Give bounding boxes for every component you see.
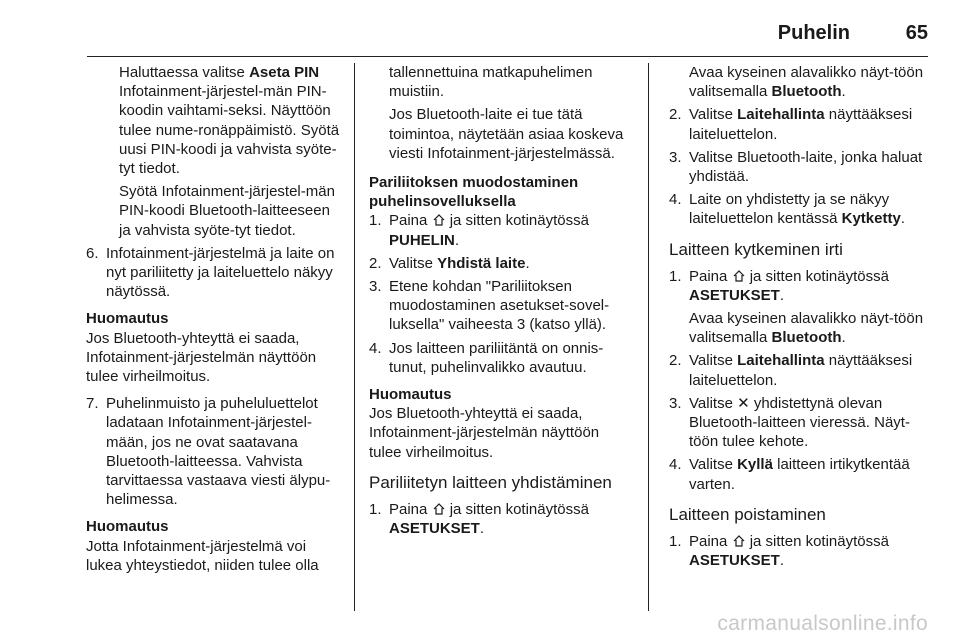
home-icon xyxy=(732,534,746,548)
column-3 xyxy=(669,63,927,570)
section-heading: Pariliitetyn laitteen yhdistäminen xyxy=(369,472,612,492)
note-text: Jos Bluetooth-yhteyttä ei saada, Infotainment-järjestelmän näyttöön tulee virheilmoitus. xyxy=(369,405,600,461)
paragraph: Haluttaessa valitse Aseta PIN Infotainment-järjestel-män PIN-koodin vaihtami-seksi. Näyttöön tulee nume-ronäppäimistö. Syötä uusi PIN-koodi ja vahvista syöte-tyt tiedot. xyxy=(119,64,340,178)
home-icon xyxy=(432,502,446,516)
paragraph: Avaa kyseinen alavalikko näyt-töön valitsemalla Bluetooth. xyxy=(689,310,924,347)
close-icon: ✕ xyxy=(737,394,750,412)
column-divider xyxy=(354,63,355,611)
list-item: 1. Paina ja sitten kotinäytössä PUHELIN. xyxy=(369,212,589,249)
list-item: 3. Etene kohdan "Pariliitoksen muodostaminen asetukset-sovel-luksella" vaiheesta 3 (katso yllä). xyxy=(369,278,610,334)
list-item: 6. Infotainment-järjestelmä ja laite on nyt pariliitetty ja laiteluettelo näkyy näytössä. xyxy=(86,244,335,301)
list-item: 3. Valitse ✕ yhdistettynä olevan Bluetooth-laitteen vieressä. Näyt-töön tulee kehote. xyxy=(669,394,910,451)
list-item: 1. Paina ja sitten kotinäytössä ASETUKSET. xyxy=(669,532,889,570)
list-item: 2. Valitse Laitehallinta näyttääksesi laiteluettelon. xyxy=(669,106,913,143)
list-item: 1. Paina ja sitten kotinäytössä ASETUKSET. xyxy=(669,267,889,304)
paragraph: tallennettuina matkapuhelimen muistiin. xyxy=(389,64,593,101)
home-icon xyxy=(732,269,746,283)
note-text: Jotta Infotainment-järjestelmä voi lukea yhteystiedot, niiden tulee olla xyxy=(86,537,319,574)
page-number: 65 xyxy=(905,22,928,44)
list-item: 4. Jos laitteen pariliitäntä on onnis-tunut, puhelinvalikko avautuu. xyxy=(369,339,604,376)
list-item: 7. Puhelinmuisto ja puheluluettelot ladataan Infotainment-järjestel-mään, jos ne ovat saatavana Bluetooth-laitteessa. Vahvista tarvittaessa vastaava viesti älypu-helimessa. xyxy=(86,395,331,509)
section-heading: Laitteen kytkeminen irti xyxy=(669,239,843,259)
subheading: Pariliitoksen muodostaminen puhelinsovelluksella xyxy=(369,174,579,211)
watermark: carmanualsonline.info xyxy=(717,612,928,635)
page-title: Puhelin xyxy=(777,22,850,44)
note-heading: Huomautus xyxy=(369,386,452,404)
list-item: 1. Paina ja sitten kotinäytössä ASETUKSET. xyxy=(369,500,589,538)
list-item: 4. Valitse Kyllä laitteen irtikytkentää varten. xyxy=(669,456,910,493)
list-item: 3. Valitse Bluetooth-laite, jonka haluat yhdistää. xyxy=(669,148,923,186)
list-item: 2. Valitse Yhdistä laite. xyxy=(369,254,530,272)
page-header xyxy=(0,22,960,52)
list-item: 2. Valitse Laitehallinta näyttääksesi laiteluettelon. xyxy=(669,352,913,389)
note-heading: Huomautus xyxy=(86,518,169,536)
paragraph: Jos Bluetooth-laite ei tue tätä toimintoa, näytetään asiaa koskeva viesti Infotainment-järjestelmässä. xyxy=(389,106,624,162)
column-1 xyxy=(86,63,344,575)
list-item: 4. Laite on yhdistetty ja se näkyy laiteluettelon kentässä Kytketty. xyxy=(669,191,905,228)
header-rule xyxy=(87,56,928,57)
column-divider xyxy=(648,63,649,611)
section-heading: Laitteen poistaminen xyxy=(669,504,826,524)
note-heading: Huomautus xyxy=(86,310,169,328)
column-2 xyxy=(369,63,631,538)
note-text: Jos Bluetooth-yhteyttä ei saada, Infotainment-järjestelmän näyttöön tulee virheilmoitus. xyxy=(86,329,317,386)
home-icon xyxy=(432,213,446,227)
paragraph: Avaa kyseinen alavalikko näyt-töön valitsemalla Bluetooth. xyxy=(689,64,924,101)
paragraph: Syötä Infotainment-järjestel-män PIN-koodi Bluetooth-laitteeseen ja vahvista syöte-tyt tiedot. xyxy=(119,183,335,239)
